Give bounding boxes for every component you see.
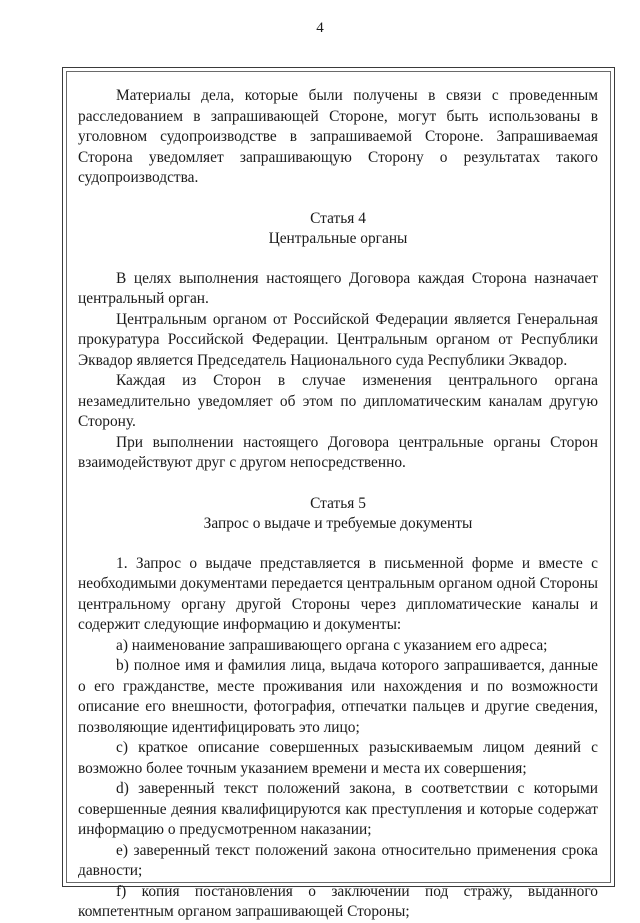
article-4-heading bbox=[78, 209, 598, 250]
article-4-number: Статья 4 bbox=[310, 209, 366, 227]
article-4-paragraph: При выполнении настоящего Договора центральные органы Сторон взаимодействуют друг с другом непосредственно. bbox=[78, 433, 598, 471]
list-item-f: f) копия постановления о заключении под стражу, выданного компетентным органом запрашивающей Стороны; bbox=[78, 882, 598, 920]
list-item-a: а) наименование запрашивающего органа с указанием его адреса; bbox=[116, 636, 548, 654]
article-4-paragraph: В целях выполнения настоящего Договора каждая Сторона назначает центральный орган. bbox=[78, 269, 598, 307]
article-5-heading bbox=[78, 494, 598, 535]
article-4-paragraph: Каждая из Сторон в случае изменения центрального органа незамедлительно уведомляет об этом по дипломатическим каналам другую Сторону. bbox=[78, 372, 598, 430]
list-item-e: е) заверенный текст положений закона относительно применения срока давности; bbox=[78, 841, 598, 879]
article-5-number: Статья 5 bbox=[310, 494, 366, 512]
article-4-title: Центральные органы bbox=[268, 230, 408, 247]
list-item-c: с) краткое описание совершенных разыскиваемым лицом деяний с возможно более точным указанием времени и места их совершения; bbox=[78, 739, 598, 777]
article-4-paragraph: Центральным органом от Российской Федерации является Генеральная прокуратура Российской Федерации. Центральным органом от Республики Эквадор является Председатель Национального суда Республики Эквадор. bbox=[78, 310, 598, 369]
article-5-paragraph: 1. Запрос о выдаче представляется в письменной форме и вместе с необходимыми документами передается центральным органом одной Стороны центральному органу другой Стороны через дипломатические каналы и содержит следующие информацию и документы: bbox=[78, 554, 598, 633]
list-item-b: b) полное имя и фамилия лица, выдача которого запрашивается, данные о его гражданстве, месте проживания или нахождения и по возможности описание его внешности, фотография, отпечатки пальцев и другие сведения, позволяющие идентифицировать это лицо; bbox=[78, 657, 598, 736]
article-5-title: Запрос о выдаче и требуемые документы bbox=[203, 515, 473, 532]
document-body bbox=[78, 86, 598, 923]
list-item-d: d) заверенный текст положений закона, в соответствии с которыми совершенные деяния квалифицируются как преступления и которые содержат информацию о предусмотренном наказании; bbox=[78, 780, 598, 838]
page-number: 4 bbox=[316, 20, 324, 36]
intro-paragraph: Материалы дела, которые были получены в связи с проведенным расследованием в запрашивающей Стороне, могут быть использованы в уголовном судопроизводстве в запрашиваемой Стороне. Запрашиваемая Сторона уведомляет запрашивающую Сторону о результатах такого судопроизводства. bbox=[78, 87, 598, 186]
